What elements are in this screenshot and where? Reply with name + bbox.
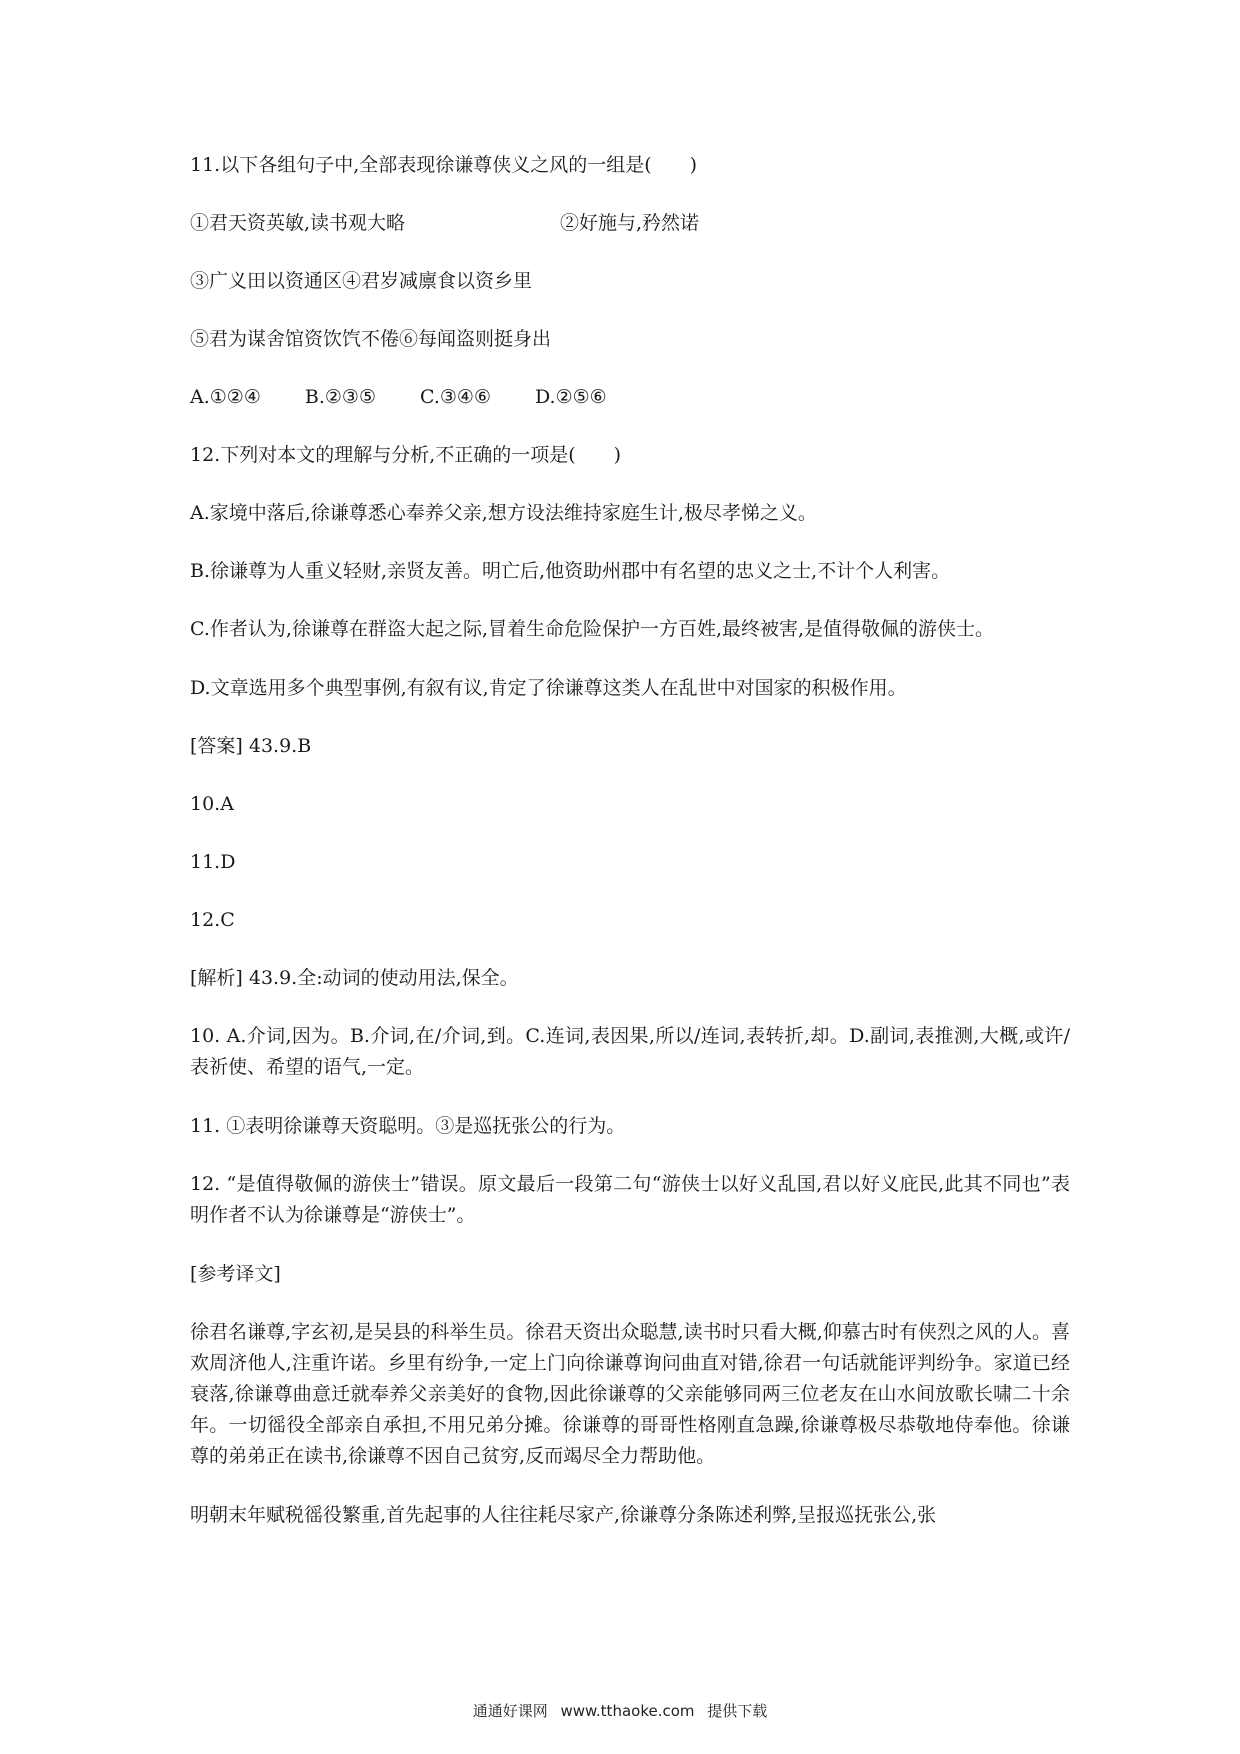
question-11-item: ①君天资英敏,读书观大略 <box>190 212 406 234</box>
question-11-item: ③广义田以资通区④君岁减廪食以资乡里 <box>190 270 533 292</box>
question-11-item: ②好施与,矜然诺 <box>560 212 700 234</box>
analysis-item: 12. “是值得敬佩的游侠士”错误。原文最后一段第二句“游侠士以好义乱国,君以好义庇民,此其不同也”表明作者不认为徐谦尊是“游侠士”。 <box>190 1173 1070 1226</box>
answer-label: [答案] 43.9.B <box>190 735 312 757</box>
answer-line: 10.A <box>190 793 234 815</box>
question-12-option-b: B.徐谦尊为人重义轻财,亲贤友善。明亡后,他资助州郡中有名望的忠义之士,不计个人利害。 <box>190 560 951 582</box>
translation-label: [参考译文] <box>190 1263 281 1285</box>
question-12-option-a: A.家境中落后,徐谦尊悉心奉养父亲,想方设法维持家庭生计,极尽孝悌之义。 <box>190 502 817 524</box>
translation-paragraph: 明朝末年赋税徭役繁重,首先起事的人往往耗尽家产,徐谦尊分条陈述利弊,呈报巡抚张公,张 <box>190 1504 937 1526</box>
translation-paragraph: 徐君名谦尊,字玄初,是吴县的科举生员。徐君天资出众聪慧,读书时只看大概,仰慕古时有侠烈之风的人。喜欢周济他人,注重许诺。乡里有纷争,一定上门向徐谦尊询问曲直对错,徐君一句话就能评判纷争。家道已经衰落,徐谦尊曲意迁就奉养父亲美好的食物,因此徐谦尊的父亲能够同两三位老友在山水间放歌长啸二十余年。一切徭役全部亲自承担,不用兄弟分摊。徐谦尊的哥哥性格刚直急躁,徐谦尊极尽恭敬地侍奉他。徐谦尊的弟弟正在读书,徐谦尊不因自己贫穷,反而竭尽全力帮助他。 <box>190 1321 1070 1467</box>
document-page <box>190 150 1070 1558</box>
footer-url[interactable]: www.tthaoke.com <box>560 1702 695 1720</box>
option-b: B.②③⑤ <box>304 386 376 408</box>
question-11-stem: 11.以下各组句子中,全部表现徐谦尊侠义之风的一组是( ) <box>190 154 698 176</box>
question-12-option-c: C.作者认为,徐谦尊在群盗大起之际,冒着生命危险保护一方百姓,最终被害,是值得敬佩的游侠士。 <box>190 618 995 640</box>
question-11-item: ⑤君为谋舍馆资饮饩不倦⑥每闻盗则挺身出 <box>190 328 552 350</box>
question-12-option-d: D.文章选用多个典型事例,有叙有议,肯定了徐谦尊这类人在乱世中对国家的积极作用。 <box>190 677 907 699</box>
answer-line: 11.D <box>190 851 236 873</box>
page-footer <box>0 1700 1240 1721</box>
footer-site-name: 通通好课网 <box>472 1702 548 1720</box>
option-d: D.②⑤⑥ <box>534 386 607 408</box>
analysis-item: 10. A.介词,因为。B.介词,在/介词,到。C.连词,表因果,所以/连词,表转折,却。D.副词,表推测,大概,或许/表祈使、希望的语气,一定。 <box>190 1025 1070 1078</box>
question-11-items-row-1 <box>190 208 1070 238</box>
analysis-item: 11. ①表明徐谦尊天资聪明。③是巡抚张公的行为。 <box>190 1115 626 1137</box>
answer-line: 12.C <box>190 909 235 931</box>
option-c: C.③④⑥ <box>419 386 491 408</box>
analysis-label: [解析] 43.9.全:动词的使动用法,保全。 <box>190 967 519 989</box>
option-a: A.①②④ <box>190 386 261 408</box>
question-12-stem: 12.下列对本文的理解与分析,不正确的一项是( ) <box>190 444 622 466</box>
footer-suffix: 提供下载 <box>707 1702 768 1720</box>
question-11-options <box>190 382 1070 412</box>
